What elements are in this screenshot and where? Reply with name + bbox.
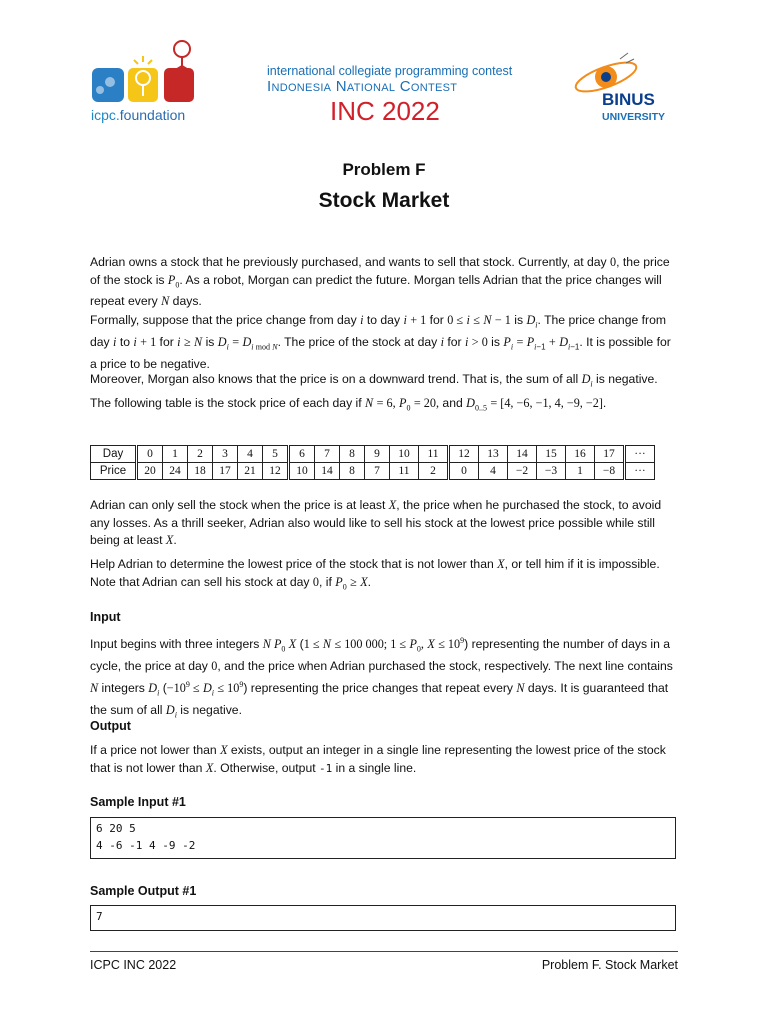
table-cell: 15 [537,446,566,463]
statement-paragraph-5: Adrian can only sell the stock when the price is at least X, the price when he purchased the stock, to avoid any losses. As a thrill seeker, Adrian also would like to sell his stock at the lowest price possible while still being at least X. [90,498,662,547]
input-heading: Input [90,610,121,624]
table-header-day: Day [91,446,137,463]
statement-paragraph-1: Adrian owns a stock that he previously purchased, and wants to sell that stock. Currently, at day 0, the price of the stock is $P_0$. As a robot, Morgan can predict the future. Morgan tells Adrian that the price changes will repeat every N days. [90,255,670,309]
table-cell: 4 [479,463,508,480]
stock-price-table [90,445,655,480]
table-cell: 17 [595,446,625,463]
input-description: Input begins with three integers N $P_0$ X (1 ≤ N ≤ 100 000; $1 \le P_0$, $X \le 10^9$) representing the number of days in a cycle, the price at day 0, and the price when Adrian purchased the stock, respectively. The next line contains N integers $D_i$ $(-10^9 \le D_i \le 10^9)$ representing the price changes that repeat every N days. It is guaranteed that the sum of all $D_i$ is negative. [90,636,673,719]
statement-paragraph-2: Formally, suppose that the price change from day i to day i + 1 for 0 ≤ i ≤ N − 1 is $D_i$. The price change from day i to i + 1 for i ≥ N is $D_i = D_{i mod N}$. The price of the stock at day i for i > 0 is $P_i = P_{i-1} + D_{i-1}$. It is possible for a price to be negative. [90,313,671,371]
problem-title: Stock Market [318,189,450,212]
table-cell: 4 [238,446,263,463]
table-cell: 20 [137,463,163,480]
binus-sub: UNIVERSITY [602,111,666,123]
table-row-day [91,446,655,463]
table-cell: −2 [508,463,537,480]
table-cell: 0 [449,463,479,480]
table-cell: 13 [479,446,508,463]
statement-paragraph-3: Moreover, Morgan also knows that the price is on a downward trend. That is, the sum of all $D_i$ is negative. [90,372,658,389]
table-cell: 11 [419,446,449,463]
output-description: If a price not lower than X exists, output an integer in a single line representing the lowest price of the stock that is not lower than X. Otherwise, output -1 in a single line. [90,743,666,775]
table-cell: 10 [289,463,315,480]
sample-output-line: 7 [96,910,103,923]
sample-output-box [90,905,676,931]
contest-region-line: Indonesia National Contest [267,78,458,95]
footer-left: ICPC INC 2022 [90,958,177,972]
table-cell: 12 [263,463,289,480]
footer-divider [90,951,678,952]
table-cell: 7 [365,463,390,480]
footer-right: Problem F. Stock Market [541,958,678,972]
table-cell: 8 [340,446,365,463]
table-cell: 7 [315,446,340,463]
table-cell: ··· [625,446,655,463]
table-cell: 5 [263,446,289,463]
table-header-price: Price [91,463,137,480]
table-cell: 14 [508,446,537,463]
binus-name: BINUS [602,90,655,109]
sample-input-line: 4 -6 -1 4 -9 -2 [96,839,196,852]
icpc-foundation-wordmark: icpc.foundation [91,107,186,123]
table-row-price [91,463,655,480]
table-cell: 9 [365,446,390,463]
table-cell: −8 [595,463,625,480]
binus-university-logo [570,45,682,125]
table-cell: 0 [137,446,163,463]
table-cell: 14 [315,463,340,480]
statement-paragraph-6: Help Adrian to determine the lowest price of the stock that is not lower than X, or tell him if it is impossible. Note that Adrian can sell his stock at day 0, if $P_0 \ge X$. [90,557,660,591]
table-cell: ··· [625,463,655,480]
table-cell: 3 [213,446,238,463]
table-cell: 17 [213,463,238,480]
problem-label: Problem F [342,160,426,179]
table-cell: 2 [188,446,213,463]
table-cell: 2 [419,463,449,480]
table-cell: 6 [289,446,315,463]
table-cell: 16 [566,446,595,463]
contest-year-title: INC 2022 [330,96,440,126]
sample-input-line: 6 20 5 [96,822,136,835]
table-cell: 24 [163,463,188,480]
table-cell: −3 [537,463,566,480]
table-cell: 8 [340,463,365,480]
table-cell: 11 [390,463,419,480]
table-cell: 1 [566,463,595,480]
sample-output-heading: Sample Output #1 [90,884,197,898]
table-cell: 1 [163,446,188,463]
statement-paragraph-4: The following table is the stock price of each day if N = 6, $P_0 = 20$, and $D_{0..5} = [4$, −6, −1, 4, −9, −2]. [90,396,607,413]
table-cell: 12 [449,446,479,463]
table-cell: 18 [188,463,213,480]
table-cell: 10 [390,446,419,463]
contest-name-line: international collegiate programming contest [267,64,513,78]
output-heading: Output [90,719,131,733]
table-cell: 21 [238,463,263,480]
sample-input-heading: Sample Input #1 [90,795,186,809]
sample-input-box [90,817,676,859]
